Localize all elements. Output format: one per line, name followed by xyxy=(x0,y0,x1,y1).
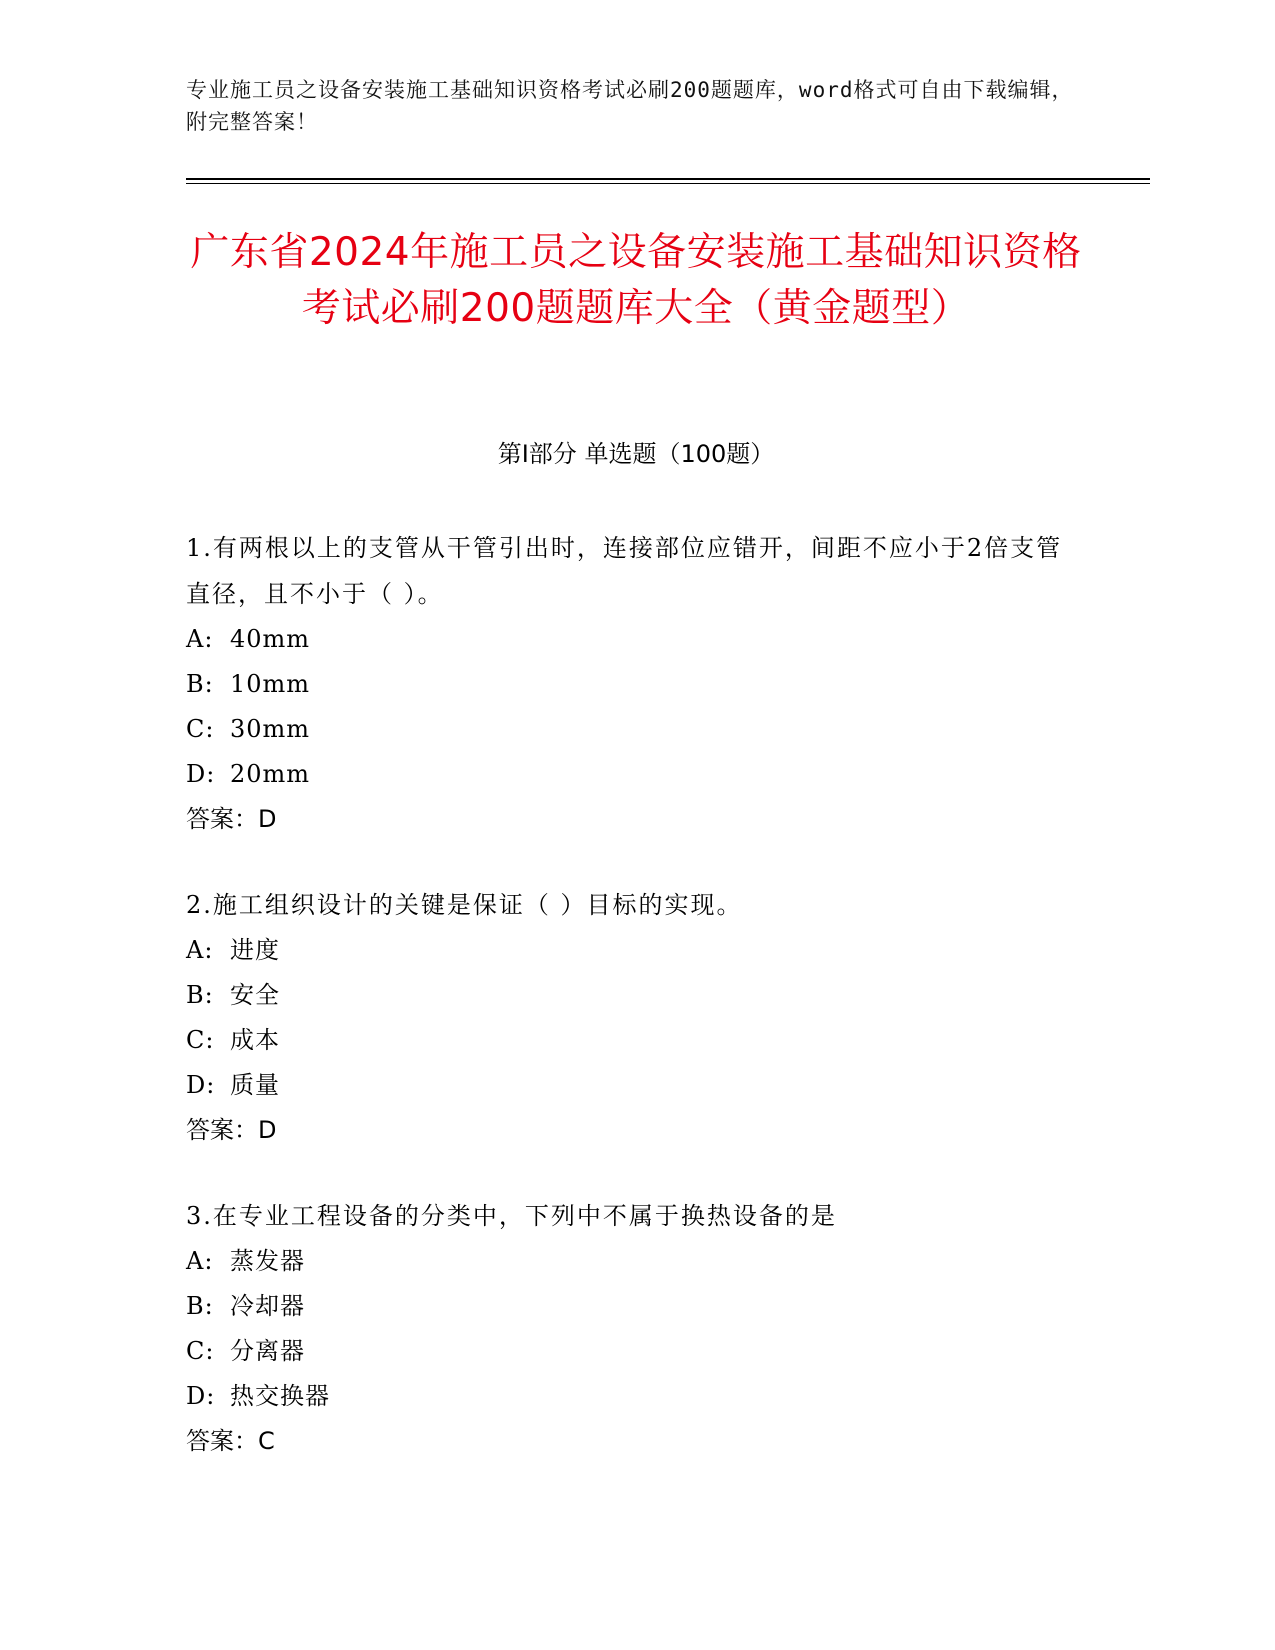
option-a xyxy=(186,928,1086,973)
option-letter: A: xyxy=(186,936,214,964)
option-a xyxy=(186,617,1086,662)
option-text: 成本 xyxy=(230,1026,280,1054)
answer-label: 答案： xyxy=(186,805,258,833)
answer-label: 答案： xyxy=(186,1116,258,1144)
option-letter: C: xyxy=(186,715,215,743)
option-text: 20mm xyxy=(230,760,311,788)
header-divider-thin xyxy=(186,183,1150,184)
option-d xyxy=(186,752,1086,797)
option-letter: B: xyxy=(186,981,214,1009)
option-letter: A: xyxy=(186,1247,214,1275)
option-c xyxy=(186,1018,1086,1063)
option-letter: D: xyxy=(186,760,216,788)
question-1 xyxy=(186,525,1086,842)
option-text: 分离器 xyxy=(230,1337,305,1365)
option-text: 蒸发器 xyxy=(230,1247,305,1275)
option-text: 热交换器 xyxy=(230,1382,330,1410)
option-letter: C: xyxy=(186,1026,215,1054)
option-letter: C: xyxy=(186,1337,215,1365)
header-note: 专业施工员之设备安装施工基础知识资格考试必刷200题题库，word格式可自由下载编辑，附完整答案！ xyxy=(186,78,1074,134)
option-text: 进度 xyxy=(230,936,280,964)
question-2 xyxy=(186,882,1086,1153)
option-d xyxy=(186,1374,1086,1419)
question-3 xyxy=(186,1193,1086,1464)
option-letter: A: xyxy=(186,625,214,653)
option-letter: B: xyxy=(186,670,214,698)
header-divider-thick xyxy=(186,178,1150,180)
option-c xyxy=(186,707,1086,752)
option-text: 冷却器 xyxy=(230,1292,305,1320)
question-stem: 2.施工组织设计的关键是保证（ ）目标的实现。 xyxy=(186,891,743,919)
option-letter: D: xyxy=(186,1071,216,1099)
option-letter: B: xyxy=(186,1292,214,1320)
answer-label: 答案： xyxy=(186,1427,258,1455)
document-title: 广东省2024年施工员之设备安装施工基础知识资格考试必刷200题题库大全（黄金题型） xyxy=(190,230,1082,331)
option-b xyxy=(186,662,1086,707)
option-text: 40mm xyxy=(230,625,311,653)
answer-value: D xyxy=(258,805,277,833)
option-b xyxy=(186,1284,1086,1329)
answer-value: D xyxy=(258,1116,277,1144)
section-title: 第I部分 单选题（100题） xyxy=(497,440,775,468)
question-stem: 3.在专业工程设备的分类中，下列中不属于换热设备的是 xyxy=(186,1202,837,1230)
answer-value: C xyxy=(258,1427,275,1455)
option-a xyxy=(186,1239,1086,1284)
option-text: 质量 xyxy=(230,1071,280,1099)
answer-line xyxy=(186,1108,1086,1153)
option-letter: D: xyxy=(186,1382,216,1410)
option-text: 10mm xyxy=(230,670,311,698)
option-b xyxy=(186,973,1086,1018)
option-d xyxy=(186,1063,1086,1108)
answer-line xyxy=(186,797,1086,842)
option-c xyxy=(186,1329,1086,1374)
option-text: 安全 xyxy=(230,981,280,1009)
question-list xyxy=(186,525,1086,1504)
answer-line xyxy=(186,1419,1086,1464)
option-text: 30mm xyxy=(230,715,311,743)
question-stem: 1.有两根以上的支管从干管引出时，连接部位应错开，间距不应小于2倍支管直径，且不小于（ ）。 xyxy=(186,534,1063,608)
